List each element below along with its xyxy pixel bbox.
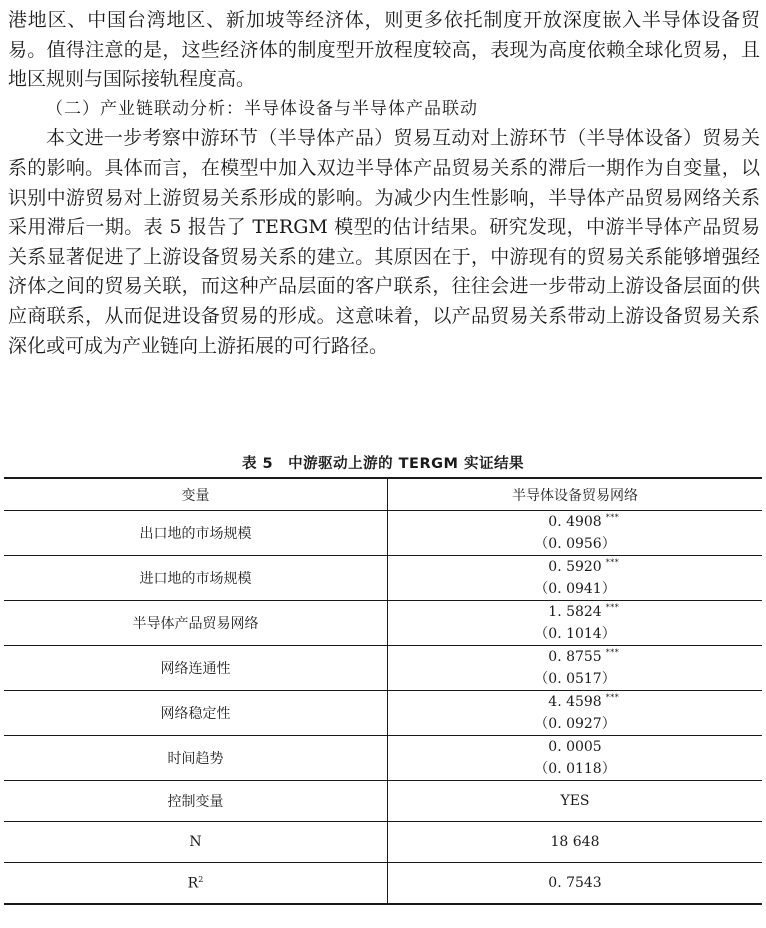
control-value: YES xyxy=(388,781,763,822)
significance-stars: *** xyxy=(605,513,620,522)
header-variable: 变量 xyxy=(4,478,388,511)
coefficient xyxy=(388,511,762,533)
results-table xyxy=(4,477,762,905)
significance-stars: *** xyxy=(605,558,620,567)
r2-label: R xyxy=(187,875,199,892)
standard-error: （0. 0956） xyxy=(534,536,616,552)
paragraph-continuation: 港地区、中国台湾地区、新加坡等经济体，则更多依托制度开放深度嵌入半导体设备贸易。值得注意的是，这些经济体的制度型开放程度较高，表现为高度依赖全球化贸易，且地区规则与国际接轨程度高。 xyxy=(8,9,760,91)
article-body xyxy=(8,6,760,361)
section-subheading: （二）产业链联动分析：半导体设备与半导体产品联动 xyxy=(46,98,478,119)
coefficient xyxy=(388,646,762,668)
standard-error: （0. 0941） xyxy=(534,581,616,597)
variable-name: 网络连通性 xyxy=(4,646,388,691)
coefficient-cell xyxy=(388,736,763,781)
significance-stars: *** xyxy=(605,648,620,657)
coefficient-value: 0. 5920 xyxy=(548,559,602,575)
table-row xyxy=(4,646,762,691)
coefficient xyxy=(388,601,762,623)
variable-name: N xyxy=(4,822,388,863)
variable-name: 控制变量 xyxy=(4,781,388,822)
table-row-n xyxy=(4,822,762,863)
coefficient xyxy=(388,736,762,758)
variable-name: 半导体产品贸易网络 xyxy=(4,601,388,646)
table-caption: 表 5 中游驱动上游的 TERGM 实证结果 xyxy=(241,456,525,472)
coefficient-value: 4. 4598 xyxy=(548,694,602,710)
variable-name: 出口地的市场规模 xyxy=(4,511,388,556)
table-row-r2 xyxy=(4,863,762,905)
coefficient xyxy=(388,691,762,713)
coefficient-cell xyxy=(388,601,763,646)
sample-size-value: 18 648 xyxy=(388,822,763,863)
coefficient xyxy=(388,556,762,578)
paragraph-analysis: 本文进一步考察中游环节（半导体产品）贸易互动对上游环节（半导体设备）贸易关系的影响。具体而言，在模型中加入双边半导体产品贸易关系的滞后一期作为自变量，以识别中游贸易对上游贸易关系形成的影响。为减少内生性影响，半导体产品贸易网络关系采用滞后一期。表 5 报告了 TERGM 模型的估计结果。研究发现，中游半导体产品贸易关系显著促进了上游设备贸易关系的建立。其原因在于，中游现有的贸易关系能够增强经济体之间的贸易关联，而这种产品层面的客户联系，往往会进一步带动上游设备层面的供应商联系，从而促进设备贸易的形成。这意味着，以产品贸易关系带动上游设备贸易关系深化或可成为产业链向上游拓展的可行路径。 xyxy=(8,127,760,357)
significance-stars: *** xyxy=(605,603,620,612)
standard-error: （0. 0517） xyxy=(534,671,616,687)
table-row-control xyxy=(4,781,762,822)
coefficient-value: 0. 4908 xyxy=(548,514,602,530)
variable-name: 时间趋势 xyxy=(4,736,388,781)
table-header-row xyxy=(4,478,762,511)
standard-error: （0. 0118） xyxy=(534,761,616,777)
significance-stars: *** xyxy=(605,693,620,702)
coefficient-cell xyxy=(388,646,763,691)
table-row xyxy=(4,736,762,781)
standard-error: （0. 0927） xyxy=(534,716,616,732)
coefficient-cell xyxy=(388,511,763,556)
standard-error: （0. 1014） xyxy=(534,626,616,642)
coefficient-cell xyxy=(388,556,763,601)
table-row xyxy=(4,556,762,601)
variable-name: 进口地的市场规模 xyxy=(4,556,388,601)
coefficient-value: 0. 8755 xyxy=(548,649,602,665)
coefficient-cell xyxy=(388,691,763,736)
variable-name: 网络稳定性 xyxy=(4,691,388,736)
r2-value: 0. 7543 xyxy=(388,863,763,905)
variable-name xyxy=(4,863,388,905)
r2-superscript: 2 xyxy=(198,874,204,884)
table-row xyxy=(4,691,762,736)
table-row xyxy=(4,601,762,646)
header-network: 半导体设备贸易网络 xyxy=(388,478,763,511)
coefficient-value: 1. 5824 xyxy=(548,604,602,620)
coefficient-value: 0. 0005 xyxy=(548,739,602,755)
table-row xyxy=(4,511,762,556)
